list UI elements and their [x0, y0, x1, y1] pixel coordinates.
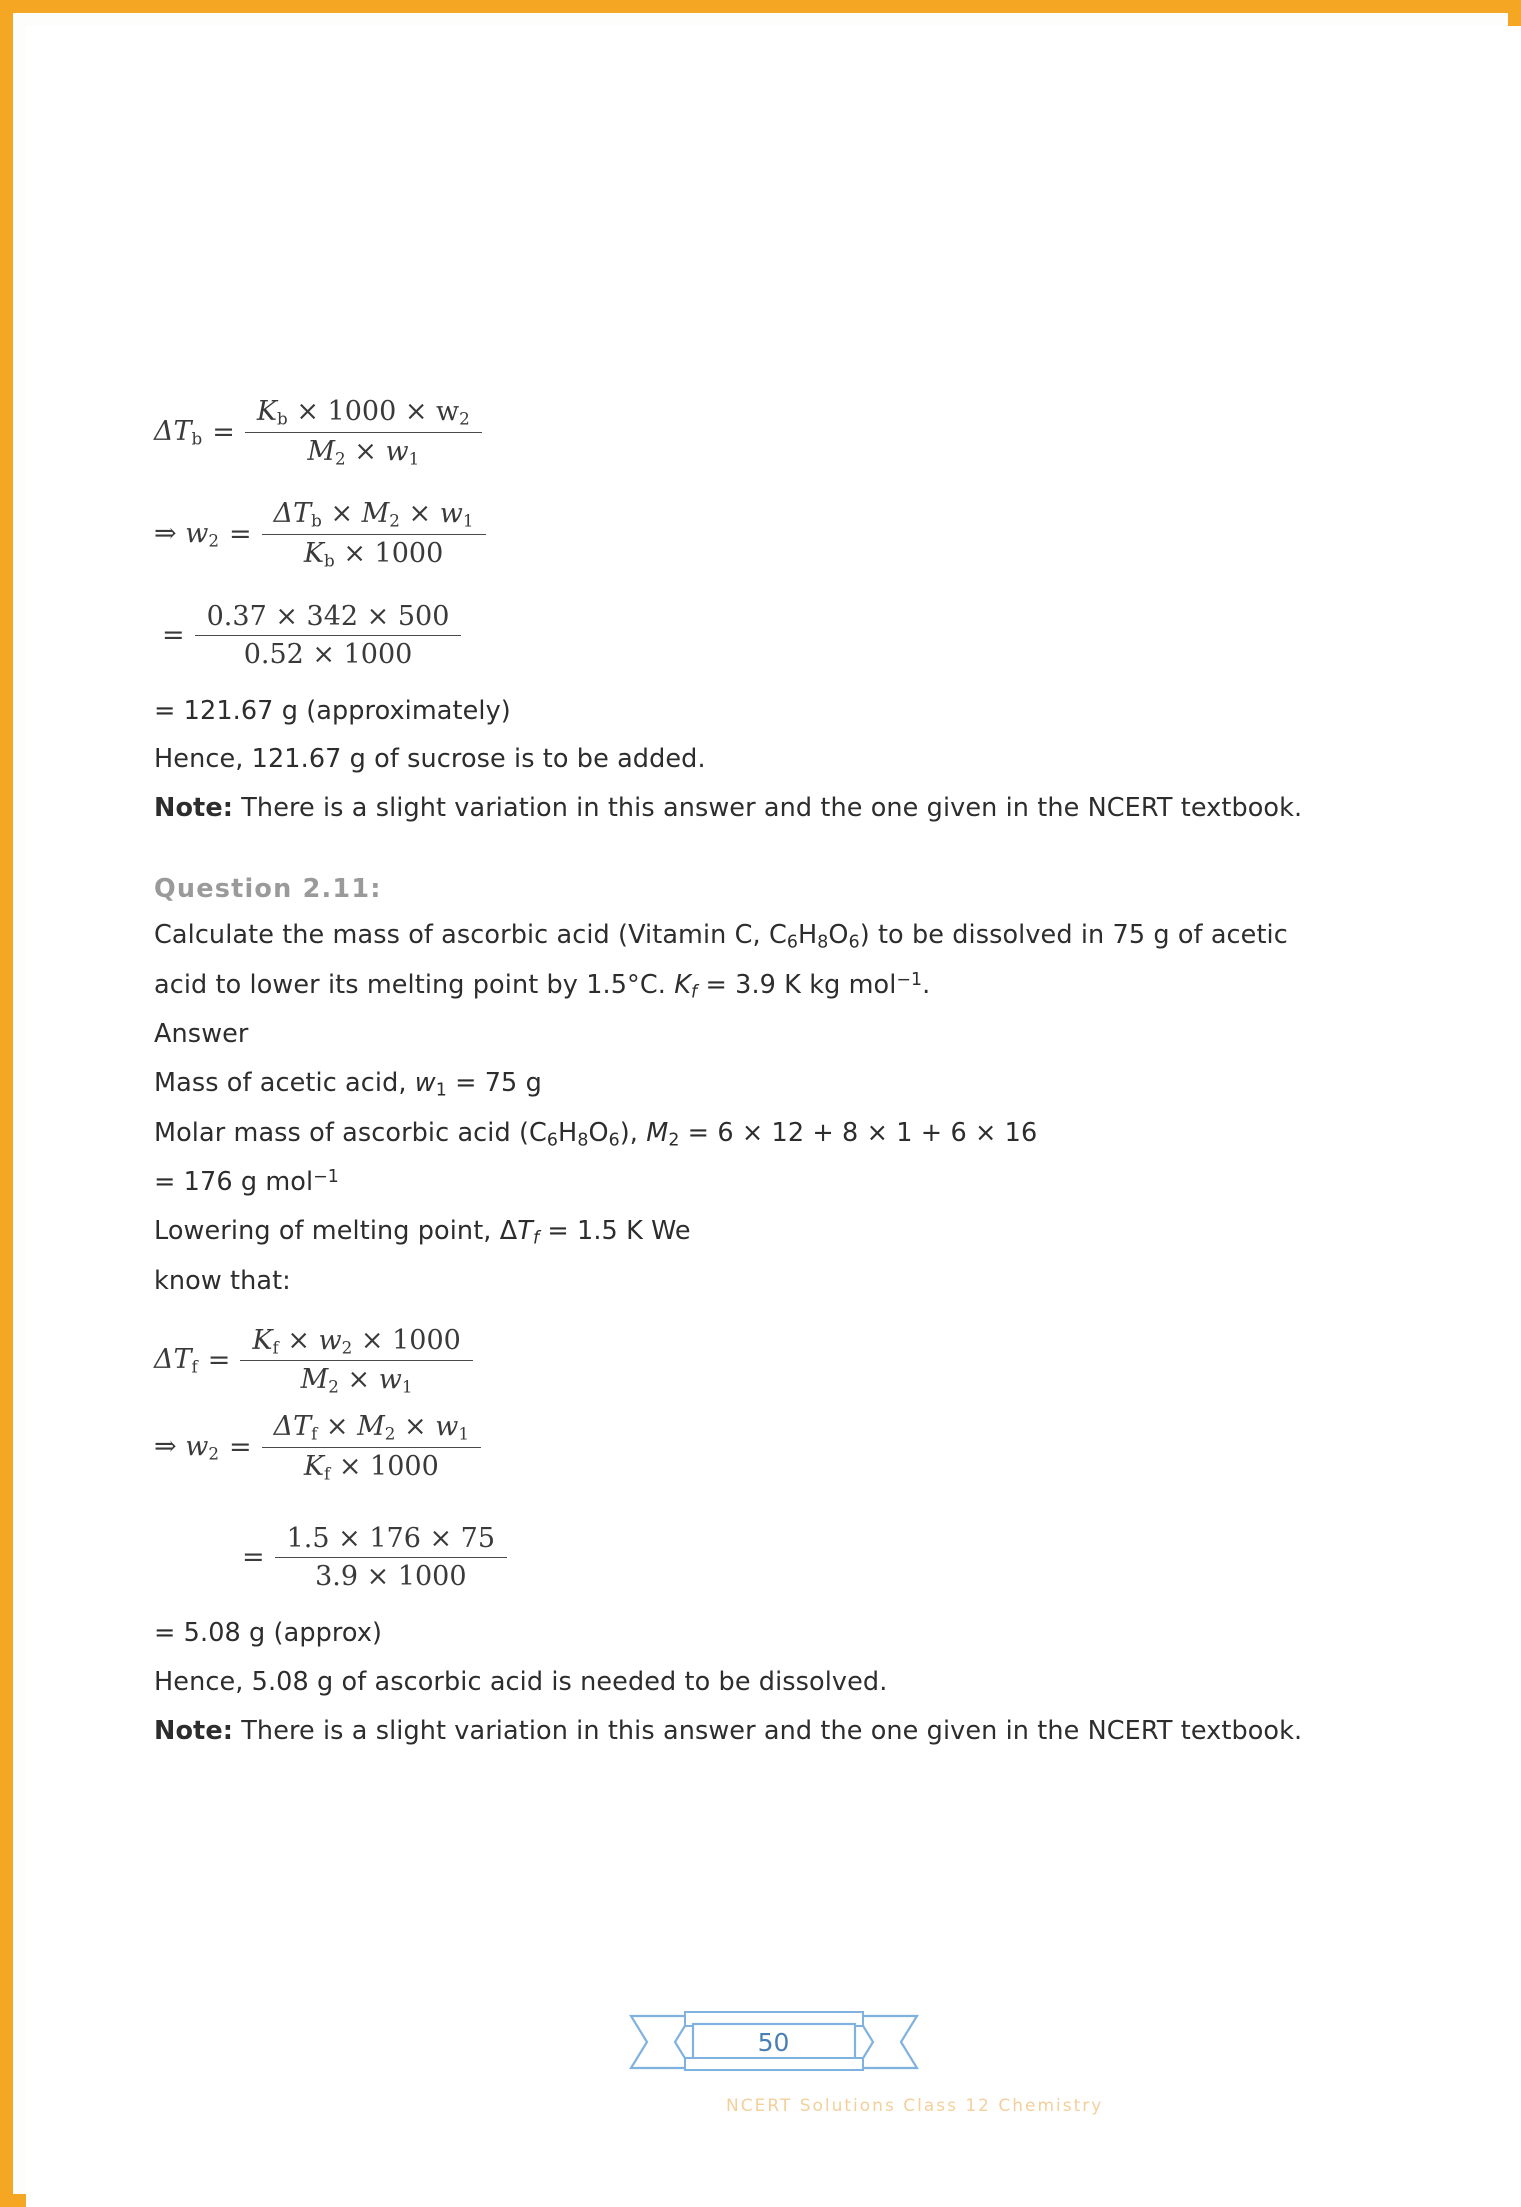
document-content [154, 396, 1434, 1761]
equation-delta-tf: $\Delta T_f$ = $\frac{K_f \times w_2 \times 1000}{M_2 \times w_1}$ [154, 1325, 1434, 1397]
conclusion-line-ascorbic: Hence, 5.08 g of ascorbic acid is needed to be dissolved. [154, 1667, 888, 1698]
note-text: There is a slight variation in this answer and the one given in the NCERT textbook. [233, 793, 1303, 824]
equation-numeric-ascorbic: = $\frac{1.5 \times 176 \times 75}{3.9 \times 1000}$ [154, 1523, 1434, 1592]
molar-mass-ascorbic-acid: Molar mass of ascorbic acid $(C_6H_8O_6)$, $M_2 = 6 \times 12 + 8 \times 1 + 6 \times 16$ [154, 1117, 1038, 1151]
page-sheet [26, 26, 1521, 2207]
lowering-melting-point: Lowering of melting point, $\Delta T_f = 1.5$ K We [154, 1216, 691, 1249]
note-label: Note: [154, 1715, 234, 1746]
page-number: 50 [757, 2028, 790, 2057]
result-line-ascorbic: = 5.08 g (approx) [154, 1618, 383, 1649]
question-heading: Question 2.11: [154, 873, 382, 904]
conclusion-line-sucrose: Hence, 121.67 g of sucrose is to be added. [154, 744, 706, 775]
equation-4-lead: $\Delta T_f$ [154, 1344, 198, 1378]
page-number-ribbon [26, 2006, 1521, 2078]
result-line-sucrose: = 121.67 g (approximately) [154, 695, 511, 726]
equation-3-fraction: $\frac{0.37 \times 342 \times 500}{0.52 \times 1000}$ [195, 601, 462, 670]
given-mass-acetic-acid: Mass of acetic acid, $w_1 = 75$ g [154, 1068, 542, 1101]
molar-mass-result: = 176 g mol$^{-1}$ [154, 1167, 339, 1198]
equation-delta-tb: $\Delta T_b$ = $\frac{K_b \times 1000 \times w_2}{M_2 \times w_1}$ [154, 396, 1434, 468]
note-line-sucrose [154, 789, 1434, 828]
equation-2-lead: ⇒ $w_2$ [154, 518, 219, 551]
note-line-ascorbic [154, 1712, 1434, 1751]
equation-5-fraction: $\frac{\Delta T_f \times M_2 \times w_1}{K_f \times 1000}$ [262, 1411, 481, 1483]
equation-1-lead: $\Delta T_b$ [154, 415, 203, 449]
equation-2-fraction: $\frac{\Delta T_b \times M_2 \times w_1}{K_b \times 1000}$ [262, 498, 486, 570]
note-text: There is a slight variation in this answer and the one given in the NCERT textbook. [233, 1715, 1303, 1746]
answer-label: Answer [154, 1019, 249, 1050]
equation-4-fraction: $\frac{K_f \times w_2 \times 1000}{M_2 \times w_1}$ [240, 1325, 472, 1397]
equation-6-fraction: $\frac{1.5 \times 176 \times 75}{3.9 \times 1000}$ [275, 1523, 507, 1592]
equation-w2-freezing: ⇒ $w_2$ = $\frac{\Delta T_f \times M_2 \times w_1}{K_f \times 1000}$ [154, 1411, 1434, 1483]
equation-5-lead: ⇒ $w_2$ [154, 1430, 219, 1464]
equation-w2-boiling: ⇒ $w_2$ = $\frac{\Delta T_b \times M_2 \times w_1}{K_b \times 1000}$ [154, 498, 1434, 570]
equation-numeric-sucrose: = $\frac{0.37 \times 342 \times 500}{0.52 \times 1000}$ [154, 601, 1434, 670]
equation-1-fraction: $\frac{K_b \times 1000 \times w_2}{M_2 \times w_1}$ [245, 396, 482, 468]
question-text-line-2: acid to lower its melting point by 1.5°C. $K_f = 3.9$ K kg mol$^{-1}$. [154, 969, 931, 1002]
page-watermark: NCERT Solutions Class 12 Chemistry [726, 2096, 1104, 2116]
note-label: Note: [154, 793, 234, 824]
question-text-line-1: Calculate the mass of ascorbic acid (Vitamin C, $C_6H_8O_6$) to be dissolved in 75 g of acetic [154, 919, 1288, 953]
know-that-line: know that: [154, 1265, 291, 1296]
